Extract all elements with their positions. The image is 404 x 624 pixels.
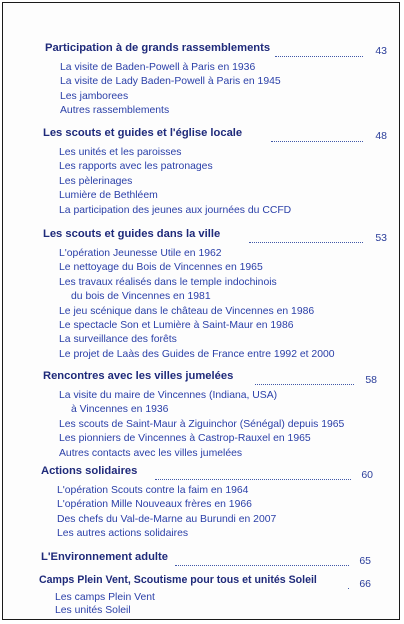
section-items bbox=[59, 389, 344, 461]
dot-leader bbox=[175, 565, 349, 566]
page-number: 53 bbox=[375, 232, 387, 244]
page-number: 58 bbox=[365, 374, 377, 386]
section-items bbox=[57, 484, 276, 542]
list-item: Les pèlerinages bbox=[59, 175, 133, 187]
list-item: Les unités Soleil bbox=[55, 604, 131, 616]
list-item: Les autres actions solidaires bbox=[57, 528, 189, 540]
list-item: Autres rassemblements bbox=[60, 105, 170, 117]
list-item: Le spectacle Son et Lumière à Saint-Maur en 1986 bbox=[59, 320, 294, 332]
list-item: Les jamborees bbox=[60, 90, 129, 102]
section-heading: Participation à de grands rassemblements bbox=[45, 42, 271, 54]
page-number: 60 bbox=[361, 469, 373, 481]
list-item: L'opération Scouts contre la faim en 1964 bbox=[57, 485, 249, 496]
list-item: Les pionniers de Vincennes à Castrop-Rauxel en 1965 bbox=[59, 433, 311, 445]
dot-leader bbox=[255, 384, 354, 385]
list-item: La participation des jeunes aux journées du CCFD bbox=[59, 204, 292, 216]
dot-leader bbox=[275, 56, 363, 57]
list-item: Les scouts de Saint-Maur à Ziguinchor (Sénégal) depuis 1965 bbox=[59, 418, 345, 430]
page-number: 66 bbox=[359, 578, 371, 590]
section-items bbox=[60, 61, 281, 119]
dot-leader bbox=[271, 141, 363, 142]
list-item: à Vincennes en 1936 bbox=[71, 404, 169, 416]
list-item: Lumière de Bethléem bbox=[59, 190, 158, 202]
list-item: La visite de Lady Baden-Powell à Paris en 1945 bbox=[60, 76, 281, 88]
list-item: L'opération Jeunesse Utile en 1962 bbox=[59, 248, 222, 259]
page-number: 48 bbox=[375, 130, 387, 142]
list-item: La surveillance des forêts bbox=[59, 334, 177, 346]
page-number: 65 bbox=[359, 555, 371, 567]
section-heading: Camps Plein Vent, Scoutisme pour tous et unités Soleil bbox=[39, 574, 317, 586]
list-item: Le jeu scénique dans le château de Vincennes en 1986 bbox=[59, 305, 315, 317]
list-item: Des chefs du Val-de-Marne au Burundi en 2007 bbox=[57, 513, 277, 525]
page-number: 43 bbox=[375, 45, 387, 57]
section-heading: Rencontres avec les villes jumelées bbox=[43, 370, 234, 382]
list-item: La visite du maire de Vincennes (Indiana, USA) bbox=[59, 390, 278, 401]
list-item: L'opération Mille Nouveaux frères en 1966 bbox=[57, 499, 252, 511]
section-items bbox=[59, 146, 291, 218]
list-item: Les camps Plein Vent bbox=[55, 592, 155, 603]
section-items bbox=[55, 592, 155, 617]
list-item: La visite de Baden-Powell à Paris en 1936 bbox=[60, 62, 256, 73]
toc-page bbox=[2, 2, 400, 620]
list-item: Les unités et les paroisses bbox=[59, 147, 182, 158]
list-item: du bois de Vincennes en 1981 bbox=[71, 291, 211, 303]
section-heading: Les scouts et guides et l'église locale bbox=[43, 127, 243, 139]
list-item: Autres contacts avec les villes jumelées bbox=[59, 447, 243, 459]
list-item: Le nettoyage du Bois de Vincennes en 1965 bbox=[59, 262, 263, 274]
section-heading: L'Environnement adulte bbox=[41, 551, 168, 563]
section-heading: Les scouts et guides dans la ville bbox=[43, 228, 221, 240]
list-item: Les rapports avec les patronages bbox=[59, 161, 213, 173]
section-heading: Actions solidaires bbox=[41, 465, 138, 477]
list-item: Les travaux réalisés dans le temple indochinois bbox=[59, 276, 277, 288]
dot-leader bbox=[249, 242, 363, 243]
dot-leader bbox=[155, 479, 351, 480]
list-item: Le projet de Laàs des Guides de France entre 1992 et 2000 bbox=[59, 348, 335, 360]
section-items bbox=[59, 247, 335, 362]
